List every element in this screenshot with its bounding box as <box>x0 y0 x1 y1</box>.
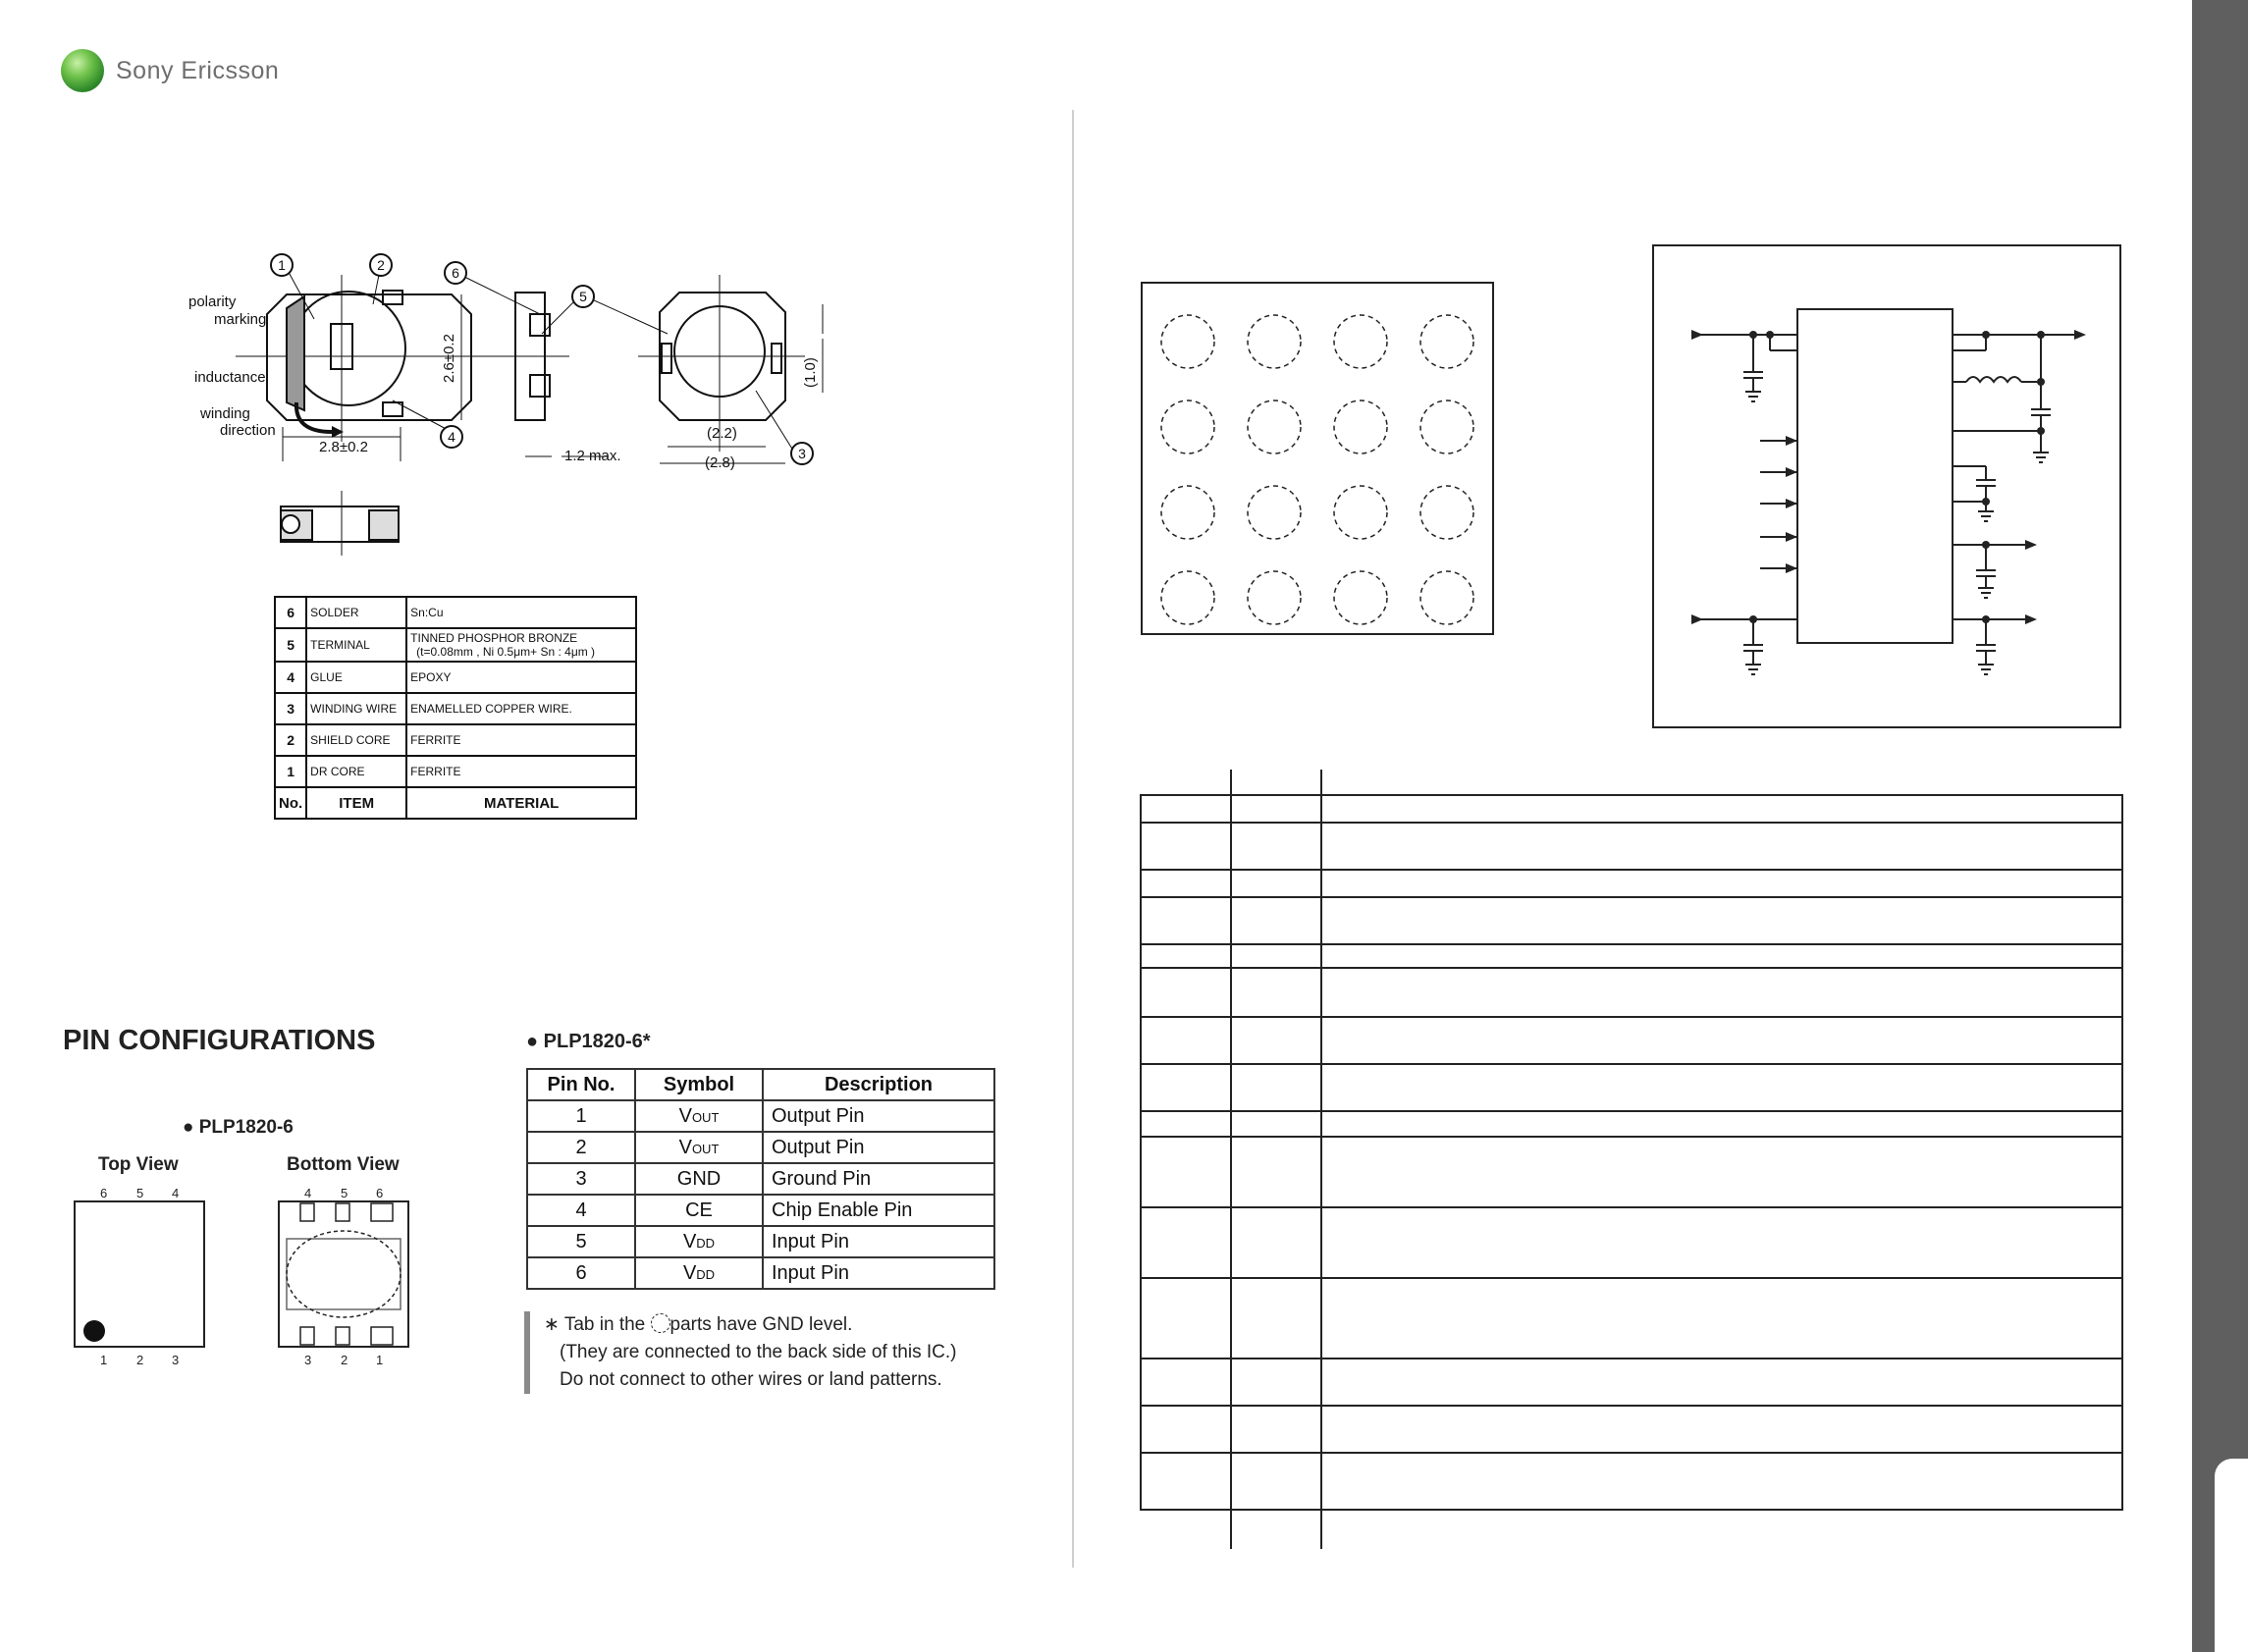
table-row <box>275 693 636 724</box>
label-polarity: polarity <box>188 293 237 310</box>
header-pin-no: Pin No. <box>527 1069 635 1100</box>
table-row <box>275 756 636 787</box>
cell-pin: 3 <box>527 1163 635 1195</box>
header-material: MATERIAL <box>406 787 636 819</box>
dashed-circle-icon <box>651 1313 670 1333</box>
row-item: GLUE <box>306 662 406 693</box>
pin-table <box>526 1068 995 1290</box>
cell-symbol <box>635 1226 763 1257</box>
note-line-2: (They are connected to the back side of this IC.) <box>560 1342 957 1362</box>
row-material <box>406 628 636 662</box>
label-winding: winding <box>200 405 250 422</box>
dim-thickness: 1.2 max. <box>564 448 621 464</box>
callout-1-label: 1 <box>278 257 286 273</box>
ball-grid-balls <box>1161 315 1473 624</box>
package-label-right: ● PLP1820-6* <box>526 1031 651 1052</box>
bottom-view-label: Bottom View <box>287 1154 400 1175</box>
symbol-sub: OUT <box>691 1141 720 1156</box>
cell-symbol <box>635 1132 763 1163</box>
symbol-main: V <box>682 1230 697 1252</box>
bottom-pin-4: 4 <box>304 1186 312 1200</box>
cell-symbol <box>635 1195 763 1226</box>
top-pin-1: 1 <box>100 1353 108 1367</box>
cell-description: Chip Enable Pin <box>763 1195 994 1226</box>
row-no: 5 <box>275 628 306 662</box>
bottom-pin-6: 6 <box>376 1186 384 1200</box>
row-material: ENAMELLED COPPER WIRE. <box>406 693 636 724</box>
cell-pin: 5 <box>527 1226 635 1257</box>
callout-4-label: 4 <box>448 429 455 445</box>
row-item: SOLDER <box>306 597 406 628</box>
bottom-pin-3: 3 <box>304 1353 312 1367</box>
row-item: DR CORE <box>306 756 406 787</box>
dim-outer: (2.8) <box>705 454 735 471</box>
cell-symbol <box>635 1163 763 1195</box>
symbol-sub: OUT <box>691 1109 720 1125</box>
table-row <box>275 724 636 756</box>
table-row <box>275 628 636 662</box>
header-no: No. <box>275 787 306 819</box>
row-material-line-2: (t=0.08mm , Ni 0.5μm+ Sn : 4μm ) <box>416 645 596 659</box>
table-row <box>527 1100 994 1132</box>
package-label-left: ● PLP1820-6 <box>183 1117 294 1138</box>
cell-symbol <box>635 1257 763 1289</box>
inductor-bottom-view <box>275 491 412 560</box>
top-pin-6: 6 <box>100 1186 108 1200</box>
circuit-diagram <box>1652 244 2123 729</box>
cell-pin: 4 <box>527 1195 635 1226</box>
side-tab <box>2215 1459 2248 1652</box>
symbol-sub: DD <box>696 1266 716 1282</box>
dim-side: (1.0) <box>802 357 819 388</box>
row-item: TERMINAL <box>306 628 406 662</box>
top-pin-2: 2 <box>136 1353 144 1367</box>
bottom-pin-1: 1 <box>376 1353 384 1367</box>
row-no: 6 <box>275 597 306 628</box>
table-row <box>275 597 636 628</box>
sony-ericsson-logo-icon <box>61 49 104 92</box>
row-material: FERRITE <box>406 724 636 756</box>
table-row <box>275 662 636 693</box>
materials-table <box>274 596 637 820</box>
cell-pin: 2 <box>527 1132 635 1163</box>
callout-2-label: 2 <box>377 257 385 273</box>
header-description: Description <box>763 1069 994 1100</box>
symbol-main: GND <box>676 1167 722 1190</box>
pin-table-note <box>524 1311 956 1394</box>
table-header-row <box>275 787 636 819</box>
note-line-3: Do not connect to other wires or land patterns. <box>560 1369 942 1390</box>
bottom-pin-2: 2 <box>341 1353 348 1367</box>
row-no: 3 <box>275 693 306 724</box>
dim-height: 2.6±0.2 <box>441 334 457 383</box>
top-pin-4: 4 <box>172 1186 180 1200</box>
row-material: Sn:Cu <box>406 597 636 628</box>
side-band <box>2192 0 2248 1652</box>
dim-width: 2.8±0.2 <box>319 439 368 455</box>
row-material-line-1: TINNED PHOSPHOR BRONZE <box>410 631 578 645</box>
table-row <box>527 1163 994 1195</box>
row-item: SHIELD CORE <box>306 724 406 756</box>
row-no: 4 <box>275 662 306 693</box>
row-material: EPOXY <box>406 662 636 693</box>
top-view-label: Top View <box>98 1154 179 1175</box>
symbol-main: V <box>682 1261 697 1284</box>
symbol-main: V <box>678 1104 692 1127</box>
callout-6-label: 6 <box>452 265 459 281</box>
ic-block <box>1797 309 1953 643</box>
table-row <box>527 1226 994 1257</box>
table-header-row <box>527 1069 994 1100</box>
note-1a: ∗ Tab in the <box>544 1314 646 1335</box>
cell-description: Output Pin <box>763 1100 994 1132</box>
cell-symbol <box>635 1100 763 1132</box>
symbol-main: V <box>678 1136 692 1158</box>
bottom-view-package <box>277 1199 412 1349</box>
note-line-1 <box>544 1311 956 1339</box>
pin-config-title: PIN CONFIGURATIONS <box>63 1025 376 1056</box>
row-material: FERRITE <box>406 756 636 787</box>
label-inductance: inductance <box>194 369 266 386</box>
top-view-package <box>73 1199 208 1349</box>
cell-description: Input Pin <box>763 1257 994 1289</box>
callout-5-label: 5 <box>579 289 587 304</box>
cell-description: Ground Pin <box>763 1163 994 1195</box>
row-no: 2 <box>275 724 306 756</box>
table-row <box>527 1132 994 1163</box>
cell-description: Input Pin <box>763 1226 994 1257</box>
cell-description: Output Pin <box>763 1132 994 1163</box>
dim-inner: (2.2) <box>707 425 737 442</box>
brand-name: Sony Ericsson <box>116 56 280 84</box>
symbol-main: CE <box>685 1199 713 1221</box>
header-symbol: Symbol <box>635 1069 763 1100</box>
row-no: 1 <box>275 756 306 787</box>
page-divider <box>1072 110 1074 1568</box>
top-pin-3: 3 <box>172 1353 180 1367</box>
note-1b: parts have GND level. <box>669 1314 853 1335</box>
empty-table-grid <box>1139 770 2126 1551</box>
header-item: ITEM <box>306 787 406 819</box>
table-row <box>527 1195 994 1226</box>
cell-pin: 1 <box>527 1100 635 1132</box>
row-item: WINDING WIRE <box>306 693 406 724</box>
label-marking: marking <box>214 311 267 328</box>
top-pin-5: 5 <box>136 1186 144 1200</box>
pin1-marker-icon <box>83 1320 105 1342</box>
cell-pin: 6 <box>527 1257 635 1289</box>
callout-3-label: 3 <box>798 446 806 461</box>
brand-logo <box>61 49 279 92</box>
symbol-sub: DD <box>696 1235 716 1251</box>
table-row <box>527 1257 994 1289</box>
label-direction: direction <box>220 422 276 439</box>
ball-grid-diagram <box>1141 282 1496 637</box>
bottom-pin-5: 5 <box>341 1186 348 1200</box>
